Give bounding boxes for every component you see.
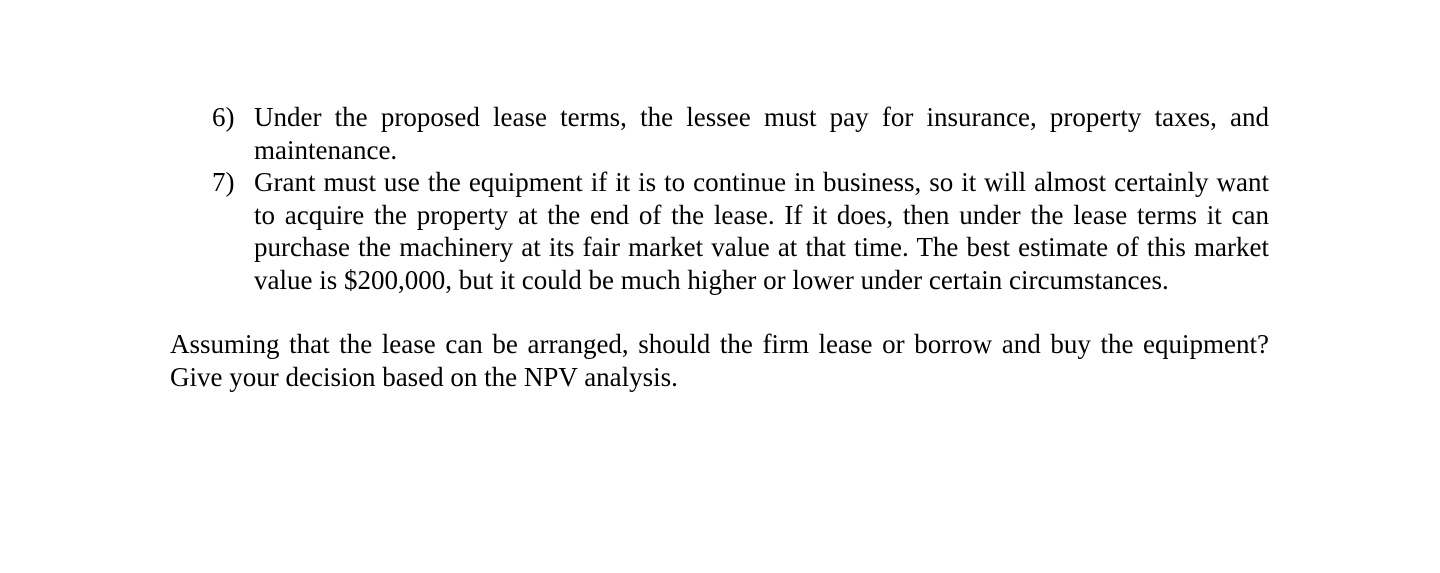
list-item-6 <box>170 101 1269 166</box>
list-item-7 <box>170 166 1269 296</box>
list-item-text: Under the proposed lease terms, the lessee must pay for insurance, property taxes, and maintenance. <box>254 102 1269 165</box>
document-page <box>170 101 1269 420</box>
list-item-number: 6) <box>212 102 235 132</box>
list-item-text: Grant must use the equipment if it is to continue in business, so it will almost certainly want to acquire the property at the end of the lease. If it does, then under the lease terms it can purchase the machinery at its fair market value at that time. The best estimate of this market value is $200,000, but it could be much higher or lower under certain circumstances. <box>254 167 1269 295</box>
numbered-list <box>170 101 1269 296</box>
list-item-number: 7) <box>212 167 235 197</box>
question-paragraph: Assuming that the lease can be arranged, should the firm lease or borrow and buy the equipment? Give your decision based on the NPV analysis. <box>170 329 1269 392</box>
